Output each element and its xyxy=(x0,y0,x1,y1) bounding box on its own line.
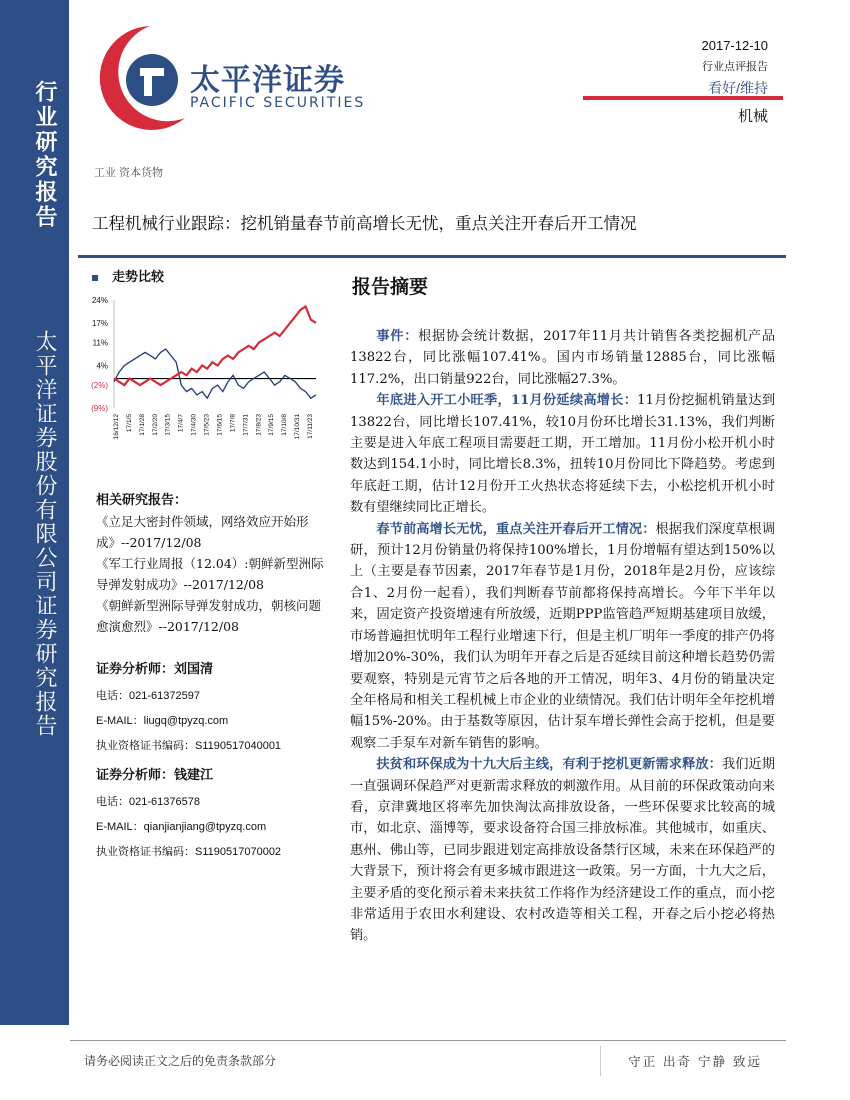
series-line xyxy=(114,349,316,398)
trend-chart xyxy=(84,290,324,450)
x-tick-label: 17/3/15 xyxy=(164,414,172,436)
sidebar-bottom xyxy=(0,255,69,1025)
paragraph-lead: 年底进入开工小旺季，11月份延续高增长： xyxy=(376,393,638,409)
paragraph-text: 根据我们深度草根调研，预计12月份销量仍将保持100%增长，1月份增幅有望达到150%以上（主要是春节因素，2017年春节是1月份，2018年是2月份，应该综合1、2月份一起看），我们判断春节前都将保持高增长。今年下半年以来，固定资产投资增速有所放缓，近期PPP监管趋严短期基建项目放缓，市场普遍担忧明年工程行业增速下行，但是主机厂明年一季度的排产仍将增加20%-30%，我们认为明年开春之后是否延续目前这种增长趋势仍需要观察，特别是元宵节之后各地的开工情况，明年3、4月份的销量决定全年格局和相关工程机械上市企业的业绩情况。我们估计明年全年挖机增幅15%-20%。由于基数等原因，估计泵车增长弹性会高于挖机，但是要观察二手泵车对新车销售的影响。 xyxy=(350,521,776,751)
related-heading: 相关研究报告： xyxy=(96,493,188,508)
y-tick-label: 24% xyxy=(91,296,108,305)
summary-paragraph xyxy=(350,754,775,947)
report-title: 工程机械行业跟踪：挖机销量春节前高增长无忧，重点关注开春后开工情况 xyxy=(92,214,637,233)
trend-label: 走势比较 xyxy=(112,270,165,285)
footer-motto: 守正 出奇 宁静 致远 xyxy=(628,1054,762,1069)
logo-cn-text: 太平洋证券 xyxy=(190,63,345,98)
paragraph-lead: 事件： xyxy=(376,329,419,344)
x-tick-label: 17/8/23 xyxy=(255,414,263,436)
paragraph-lead: 春节前高增长无忧，重点关注开春后开工情况： xyxy=(376,521,656,537)
y-tick-label: 4% xyxy=(96,361,108,371)
x-tick-label: 17/9/15 xyxy=(268,414,276,436)
analyst-heading: 证券分析师：刘国清 xyxy=(96,662,214,677)
x-tick-label: 17/4/7 xyxy=(177,414,185,433)
series-line xyxy=(114,307,316,386)
analyst-phone: 电话：021-61372597 xyxy=(96,690,200,702)
summary-paragraph xyxy=(350,326,775,390)
analyst-email[interactable]: E-MAIL：qianjianjiang@tpyzq.com xyxy=(96,821,267,833)
report-date: 2017-12-10 xyxy=(701,38,768,53)
x-tick-label: 17/10/8 xyxy=(281,414,289,436)
x-tick-label: 17/10/31 xyxy=(294,414,302,440)
trend-section-heading xyxy=(92,266,164,285)
footer-disclaimer: 请务必阅读正文之后的免责条款部分 xyxy=(84,1054,277,1068)
footer-separator xyxy=(600,1046,601,1076)
sector: 机械 xyxy=(737,108,768,125)
analyst-phone: 电话：021-61376578 xyxy=(96,796,200,808)
y-tick-label: 17% xyxy=(91,318,108,328)
footer-divider xyxy=(70,1040,786,1041)
left-column xyxy=(96,490,331,863)
analyst-heading: 证券分析师：钱建江 xyxy=(96,768,214,783)
square-bullet-icon xyxy=(92,275,98,281)
sidebar-top xyxy=(0,0,69,255)
x-tick-label: 17/7/31 xyxy=(242,414,250,436)
x-tick-label: 17/4/30 xyxy=(190,414,198,436)
y-tick-label: 11% xyxy=(92,338,108,348)
summary-body xyxy=(350,326,775,947)
related-item[interactable]: 《立足大密封件领域，网络效应开始形成》--2017/12/08 xyxy=(96,514,309,550)
summary-paragraph xyxy=(350,390,775,518)
related-item[interactable]: 《朝鲜新型洲际导弹发射成功，朝核问题愈演愈烈》--2017/12/08 xyxy=(96,598,322,634)
sidebar-report-label: 行业研究报告 xyxy=(32,80,57,230)
x-tick-label: 17/7/8 xyxy=(229,414,237,433)
report-type: 行业点评报告 xyxy=(702,61,768,73)
paragraph-text: 我们近期一直强调环保趋严对更新需求释放的刺激作用。从目前的环保政策动向来看，京津冀地区将率先加快淘汰高排放设备，一些环保要求比较高的城市，如北京、淄博等，要求设备符合国三排放标准。其他城市，如重庆、惠州、佛山等，已同步跟进划定高排放设备禁行区域，未来在环保趋严的大背景下，预计将会有更多城市跟进这一政策。另一方面，十九大之后，主要矛盾的变化预示着未来扶贫工作将作为经济建设工作的重点，而小挖非常适用于农田水利建设、农村改造等相关工程，开春之后小挖必将热销。 xyxy=(350,757,776,944)
x-tick-label: 17/6/15 xyxy=(216,414,224,436)
y-tick-label: (2%) xyxy=(91,381,108,391)
rating: 看好/维持 xyxy=(708,80,768,96)
header-divider xyxy=(583,96,783,100)
x-tick-label: 17/1/28 xyxy=(138,414,146,436)
summary-paragraph xyxy=(350,519,775,754)
category: 工业 资本货物 xyxy=(94,167,164,179)
paragraph-text: 根据协会统计数据，2017年11月共计销售各类挖掘机产品13822台，同比涨幅107.41%。国内市场销量12885台，同比涨幅117.2%，出口销量922台，同比涨幅27.3%。 xyxy=(350,329,776,387)
y-tick-label: (9%) xyxy=(91,404,108,413)
paragraph-text: 11月份挖掘机销量达到13822台，同比增长107.41%，较10月份环比增长31.13%，我们判断主要是进入年底工程项目需要赶工期，开工增加。11月份小松开机小时数达到154.1小时，同比增长8.3%，扭转10月份同比下降趋势。考虑到年底赶工期，估计12月份开工火热状态将延续下去，小松挖机开机小时数有望继续同比正增长。 xyxy=(350,393,776,516)
x-tick-label: 16/12/12 xyxy=(113,414,120,440)
paragraph-lead: 扶贫和环保成为十九大后主线，有利于挖机更新需求释放： xyxy=(376,757,722,773)
x-tick-label: 17/11/23 xyxy=(307,414,314,439)
summary-title: 报告摘要 xyxy=(352,276,429,298)
title-divider xyxy=(78,255,786,258)
related-item[interactable]: 《军工行业周报（12.04）:朝鲜新型洲际导弹发射成功》--2017/12/08 xyxy=(96,556,324,592)
x-tick-label: 17/5/23 xyxy=(203,414,211,436)
analyst-email[interactable]: E-MAIL：liugq@tpyzq.com xyxy=(96,715,229,727)
logo-en-text: PACIFIC SECURITIES xyxy=(190,95,366,111)
analyst-cert: 执业资格证书编码：S1190517040001 xyxy=(96,740,282,752)
x-tick-label: 17/2/20 xyxy=(151,414,159,436)
x-tick-label: 17/1/5 xyxy=(125,414,133,433)
analyst-cert: 执业资格证书编码：S1190517070002 xyxy=(96,846,282,858)
sidebar-company-label: 太平洋证券股份有限公司证券研究报告 xyxy=(32,330,57,738)
